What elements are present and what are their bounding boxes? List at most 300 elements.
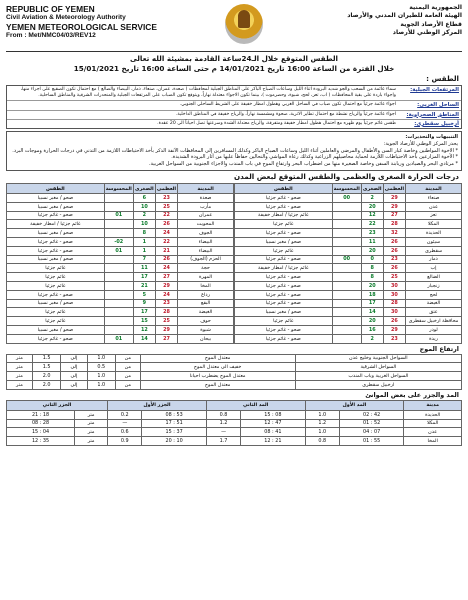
- temps-city: صنعاء: [406, 194, 462, 203]
- header-english: [6, 4, 176, 40]
- temps-city: لودر: [406, 325, 462, 334]
- temps-min: 16: [361, 325, 383, 334]
- table-row: [7, 372, 462, 381]
- tide-time: 04 : 07: [339, 428, 403, 437]
- temps-weather: صحو / مغبر نسبيا: [7, 194, 105, 203]
- temps-city: الضالع: [406, 273, 462, 282]
- tide-port: المخا: [404, 437, 462, 446]
- temps-max: 23: [383, 334, 405, 343]
- table-row: [7, 325, 234, 334]
- table-row: [235, 273, 462, 282]
- temps-max: 24: [155, 264, 177, 273]
- table-row: [7, 281, 234, 290]
- table-row: [7, 419, 462, 428]
- temps-city: بيحان: [178, 334, 234, 343]
- wave-state: خفيف الى معتدل الموج: [140, 363, 295, 372]
- temps-weather: صحو - غائم جزئيا: [7, 290, 105, 299]
- temps-weather: صحو / مغبر نسبيا: [235, 308, 333, 317]
- temps-col-header: الصغرى: [135, 185, 154, 192]
- temps-max: 25: [155, 202, 177, 211]
- table-row: [7, 237, 234, 246]
- temps-feels: 00: [332, 255, 361, 264]
- temps-max: 27: [155, 273, 177, 282]
- waves-heading: ارتفاع الموج: [419, 344, 459, 353]
- wave-from-label: من: [115, 363, 140, 372]
- table-row: [235, 220, 462, 229]
- header: [6, 4, 462, 50]
- temps-feels: [104, 299, 133, 308]
- temps-min: 2: [133, 211, 155, 220]
- wave-to: 2.0: [32, 372, 60, 381]
- temps-city: الجوف: [178, 229, 234, 238]
- temps-max: 21: [155, 246, 177, 255]
- weather-heading: الطقس :: [426, 74, 459, 83]
- table-row: [235, 334, 462, 343]
- weather-region-label: المرتفعات الجبلية:: [410, 87, 459, 93]
- temps-weather: غائم جزئيا / امطار خفيفة: [7, 220, 105, 229]
- temps-table-left: [6, 183, 234, 344]
- temps-heading: درجات الحرارة الصغرى والعظمى والطقس المتوقع لبعض المدن: [233, 172, 459, 181]
- temps-weather: صحو - غائم جزئيا: [7, 334, 105, 343]
- temps-min: 1: [133, 237, 155, 246]
- temps-col-header: المدينة: [178, 184, 234, 194]
- wave-to: 2.0: [32, 380, 60, 389]
- wave-from: 1.0: [87, 372, 115, 381]
- weather-region-text: سماء غائمة من السحب والجو شديد البرودة اثناء الليل وساعات الصباح الباكر على المناطق الجبلية لمحافظات ( صعدة، عمران، صنعاء، ذمار، البيضاء والضالع ) مع احتمال تكون الصقيع على اجزاء منها، واجواء باردة على بقية المحافظات ( اب، تعز، لحج، شبوة، وحضرموت )، بينما تكون الاجواء معتدلة نهاراً، ويتوقع تكون الضباب على المرتفعات الجبلية والمنحدرات الشرقية والمناطق الساحلية.: [20, 87, 396, 99]
- wave-region: ارخبيل سقطرى: [295, 380, 461, 389]
- temps-min: 1: [133, 246, 155, 255]
- tide-time: 02 : 42: [339, 410, 403, 419]
- temps-city: عمران: [178, 211, 234, 220]
- tides-col-header: المد الثاني: [206, 400, 305, 410]
- temps-city: ذمار: [406, 255, 462, 264]
- temps-min: 11: [361, 237, 383, 246]
- temps-city: عتق: [406, 308, 462, 317]
- temps-city: حجة: [178, 264, 234, 273]
- temps-city: الحديدة: [406, 229, 462, 238]
- temps-feels: 00: [332, 194, 361, 203]
- temps-col-header: الصغرى: [362, 185, 382, 192]
- table-row: [7, 410, 462, 419]
- temps-weather: صحو / مغبر نسبيا: [7, 229, 105, 238]
- header-ar-line: الجمهورية اليمنية: [409, 4, 462, 11]
- temps-city: لحج: [406, 290, 462, 299]
- tide-time: 17 : 51: [142, 419, 206, 428]
- warning-line: * مرتادي البحر والصيادين وربابنة السفن وخاصة الصغيرة منها من اضطراب البحر وارتفاع الموج في باب المندب والاجزاء الجنوبية من السواحل الغربية.: [148, 161, 458, 168]
- temps-city: الغيضة: [178, 308, 234, 317]
- temps-max: 28: [155, 308, 177, 317]
- temps-weather: صحو - غائم جزئيا: [235, 255, 333, 264]
- temps-min: 5: [133, 290, 155, 299]
- tide-height: 0.9: [108, 437, 142, 446]
- temps-col-header: المحسوسة: [333, 185, 360, 192]
- temps-min: 8: [361, 264, 383, 273]
- header-en-line: Civil Aviation & Meteorology Authority: [6, 14, 126, 21]
- temps-feels: [332, 220, 361, 229]
- temps-min: 8: [133, 229, 155, 238]
- tide-height: 0.8: [305, 437, 339, 446]
- temps-min: 20: [361, 202, 383, 211]
- weather-region-text: طقس غائم جزئياً يوم ظهره مع احتمال هطول امطار خفيفة ومتفرقة، والرياح معتدلة الشدة وسرعتها تصل احياناً الى 20 عقدة.: [157, 120, 396, 126]
- temps-max: 25: [383, 273, 405, 282]
- temps-weather: صحو / مغبر نسبيا: [235, 237, 333, 246]
- temps-col-header: العظمى: [384, 185, 404, 192]
- table-row: [235, 290, 462, 299]
- warning-line: * الأخوة المزارعين بأخذ الاحتياطات اللازمة لحماية محاصيلهم الزراعية وكذلك رعاة المواشي والنحالين حفاظاً عليها من أثار البرودة الشديدة.: [171, 154, 458, 161]
- table-row: [7, 334, 234, 343]
- temps-min: 14: [133, 334, 155, 343]
- temps-city: مأرب: [178, 202, 234, 211]
- table-row: [7, 229, 234, 238]
- temps-feels: [332, 317, 361, 326]
- weather-row: [7, 110, 461, 119]
- table-row: [235, 237, 462, 246]
- wave-region: السواحل الجنوبية وخليج عدن: [295, 354, 461, 363]
- weather-row: [7, 100, 461, 109]
- wave-from: 0.5: [87, 363, 115, 372]
- temps-min: 14: [361, 308, 383, 317]
- table-row: [7, 428, 462, 437]
- yemen-eagle-logo-icon: [225, 4, 263, 44]
- temps-city: المخا: [178, 281, 234, 290]
- temps-weather: صحو - غائم جزئيا: [235, 290, 333, 299]
- temps-max: 30: [383, 308, 405, 317]
- tide-unit: متر: [75, 437, 108, 446]
- temps-min: 15: [133, 317, 155, 326]
- temps-feels: [332, 290, 361, 299]
- temps-feels: 01: [104, 246, 133, 255]
- tide-height: —: [206, 428, 240, 437]
- wave-to-label: إلى: [61, 354, 87, 363]
- tide-unit: متر: [75, 410, 108, 419]
- tide-time: 08 : 41: [241, 428, 305, 437]
- temps-weather: صحو - غائم جزئيا: [235, 299, 333, 308]
- temps-max: 26: [155, 220, 177, 229]
- wave-to: 1.5: [32, 354, 60, 363]
- temps-weather: غائم جزئيا: [235, 220, 333, 229]
- temps-feels: [332, 211, 361, 220]
- temps-weather: صحو - غائم جزئيا: [7, 246, 105, 255]
- temps-feels: [104, 281, 133, 290]
- temps-city: سقطرى: [406, 246, 462, 255]
- temps-feels: [104, 264, 133, 273]
- wave-state: معتدل الموج: [140, 380, 295, 389]
- table-row: [7, 317, 234, 326]
- temps-feels: [332, 299, 361, 308]
- weather-region-label: أرخبيل سقطرى:: [414, 120, 459, 127]
- temps-feels: [104, 308, 133, 317]
- temps-table-right: [234, 183, 462, 344]
- temps-feels: [104, 255, 133, 264]
- temps-city: رداع: [178, 290, 234, 299]
- temps-max: 26: [383, 246, 405, 255]
- wave-state: معتدل الموج يضطرب احيانا: [140, 372, 295, 381]
- temps-city: صعدة: [178, 194, 234, 203]
- temps-max: 23: [155, 194, 177, 203]
- wave-unit: متر: [7, 354, 33, 363]
- temps-city: حوف: [178, 317, 234, 326]
- temps-feels: [332, 264, 361, 273]
- temps-max: 26: [383, 237, 405, 246]
- wave-to-label: إلى: [61, 372, 87, 381]
- tides-col-header: مدينة: [404, 400, 462, 410]
- tide-time: 15 : 37: [142, 428, 206, 437]
- tide-port: عدن: [404, 428, 462, 437]
- temps-min: 22: [361, 220, 383, 229]
- tide-height: 0.8: [206, 410, 240, 419]
- temps-weather: صحو - غائم جزئيا: [235, 325, 333, 334]
- tides-col-header: الجزر الأول: [108, 400, 207, 410]
- wave-to: 1.5: [32, 363, 60, 372]
- temps-city: المكلا: [406, 220, 462, 229]
- temps-weather: صحو - غائم جزئيا: [235, 281, 333, 290]
- tide-port: المكلا: [404, 419, 462, 428]
- temps-max: 23: [383, 255, 405, 264]
- temps-feels: 01: [104, 334, 133, 343]
- temps-min: 10: [133, 202, 155, 211]
- wave-from: 1.0: [87, 354, 115, 363]
- temps-weather: صحو / مغبر نسبيا: [7, 202, 105, 211]
- temps-feels: [332, 334, 361, 343]
- wave-unit: متر: [7, 363, 33, 372]
- tide-height: —: [108, 419, 142, 428]
- table-row: [235, 202, 462, 211]
- temps-city: زنجبار: [406, 281, 462, 290]
- temps-city: محافظة ارخبيل سقطرى: [406, 317, 462, 326]
- tide-time: 12 : 47: [241, 419, 305, 428]
- temps-city: عدن: [406, 202, 462, 211]
- temps-city: تعز: [406, 211, 462, 220]
- temps-min: 2: [361, 334, 383, 343]
- temps-col-header: الطقس: [7, 184, 105, 194]
- temps-feels: [104, 325, 133, 334]
- waves-table: [6, 354, 462, 390]
- temps-weather: غائم جزئيا / امطار خفيفة: [235, 264, 333, 273]
- weather-row: [7, 86, 461, 100]
- table-row: [7, 354, 462, 363]
- wave-state: معتدل الموج: [140, 354, 295, 363]
- temps-max: 30: [383, 281, 405, 290]
- temps-min: 17: [133, 273, 155, 282]
- tide-height: 0.2: [108, 410, 142, 419]
- tide-time: 01 : 52: [339, 419, 403, 428]
- temps-city: البيضاء: [178, 237, 234, 246]
- tide-port: الحديدة: [404, 410, 462, 419]
- temps-max: 29: [383, 202, 405, 211]
- temps-feels: [104, 317, 133, 326]
- wave-from: 1.0: [87, 380, 115, 389]
- warning-line: يحذر المركز الوطني للأرصاد الجوية:: [383, 140, 458, 147]
- temps-min: 10: [133, 220, 155, 229]
- temps-max: 29: [155, 281, 177, 290]
- table-row: [7, 437, 462, 446]
- weather-region-label: الساحل الغربي:: [417, 102, 459, 109]
- header-ar-line: قطاع الأرصاد الجوية: [400, 20, 462, 28]
- temps-min: 20: [361, 317, 383, 326]
- wave-from-label: من: [115, 372, 140, 381]
- table-row: [235, 325, 462, 334]
- temps-min: 21: [133, 281, 155, 290]
- tides-col-header: الجزر الثاني: [7, 400, 108, 410]
- temps-header-row: [235, 184, 462, 194]
- temps-weather: صحو - غائم جزئيا: [7, 237, 105, 246]
- tide-height: 1.0: [305, 428, 339, 437]
- temps-feels: [332, 325, 361, 334]
- temps-max: 26: [155, 255, 177, 264]
- table-row: [235, 211, 462, 220]
- temps-weather: غائم جزئيا: [7, 281, 105, 290]
- tide-height: 1.0: [305, 410, 339, 419]
- temps-city: إب: [406, 264, 462, 273]
- table-row: [235, 299, 462, 308]
- tide-time: 12 : 21: [241, 437, 305, 446]
- tide-height: 1.2: [206, 419, 240, 428]
- temps-feels: [104, 220, 133, 229]
- table-row: [235, 264, 462, 273]
- header-arabic: [312, 4, 462, 38]
- tide-time: 01 : 55: [339, 437, 403, 446]
- tide-time: 15 : 08: [241, 410, 305, 419]
- table-row: [235, 246, 462, 255]
- wave-from-label: من: [115, 380, 140, 389]
- temps-weather: غائم جزئيا: [7, 273, 105, 282]
- temps-weather: صحو - غائم جزئيا: [7, 211, 105, 220]
- tide-time: 20 : 10: [142, 437, 206, 446]
- table-row: [7, 299, 234, 308]
- tide-height: 1.2: [305, 419, 339, 428]
- wave-region: السواحل الشرقية: [295, 363, 461, 372]
- temps-city: الغيضة: [406, 299, 462, 308]
- temps-city: المهرة: [178, 273, 234, 282]
- temps-feels: 01: [104, 211, 133, 220]
- temps-weather: صحو / مغبر نسبيا: [7, 255, 105, 264]
- temps-min: 17: [133, 308, 155, 317]
- wave-unit: متر: [7, 380, 33, 389]
- temps-col-header: الطقس: [235, 184, 333, 194]
- temps-min: 0: [361, 255, 383, 264]
- tide-unit: متر: [75, 419, 108, 428]
- temps-city: ريدة: [406, 334, 462, 343]
- temps-feels: [332, 237, 361, 246]
- temps-col-header: المحسوسة: [105, 185, 132, 192]
- header-en-line: REPUBLIC OF YEMEN: [6, 4, 95, 14]
- temps-min: 12: [361, 211, 383, 220]
- temps-max: 30: [383, 290, 405, 299]
- temps-max: 28: [383, 299, 405, 308]
- temps-weather: غائم جزئيا / امطار خفيفة: [235, 211, 333, 220]
- temps-min: 20: [361, 246, 383, 255]
- temps-max: 27: [155, 334, 177, 343]
- wave-from-label: من: [115, 354, 140, 363]
- tide-height: 1.7: [206, 437, 240, 446]
- temps-feels: [332, 246, 361, 255]
- weather-box: [6, 85, 462, 129]
- temps-max: 26: [383, 264, 405, 273]
- tide-time: 15 : 04: [7, 428, 75, 437]
- temps-col-header: المدينة: [406, 184, 462, 194]
- temps-max: 22: [155, 237, 177, 246]
- temps-max: 27: [383, 211, 405, 220]
- temps-weather: صحو / مغبر نسبيا: [7, 325, 105, 334]
- temps-min: 20: [361, 281, 383, 290]
- temps-max: 23: [155, 299, 177, 308]
- temps-weather: غائم جزئيا: [7, 264, 105, 273]
- warnings-heading: التنبيهات والتحذيرات:: [405, 134, 458, 141]
- temps-feels: [104, 273, 133, 282]
- tide-time: 08 : 28: [7, 419, 75, 428]
- temps-max: 25: [155, 317, 177, 326]
- title-line: الطقس المتوقع خلال الـ24ساعة القادمة بمشيئة الله تعالى: [129, 54, 339, 63]
- tide-height: 0.6: [108, 428, 142, 437]
- temps-min: 18: [361, 290, 383, 299]
- wave-to-label: إلى: [61, 380, 87, 389]
- tide-time: 08 : 53: [142, 410, 206, 419]
- table-row: [7, 363, 462, 372]
- temps-tables: [6, 183, 462, 344]
- temps-city: المحويت: [178, 220, 234, 229]
- wave-to-label: إلى: [61, 363, 87, 372]
- temps-weather: غائم جزئيا: [235, 246, 333, 255]
- title-period: خلال الفترة من الساعة 16:00 تاريخ 14/01/2021 م حتى الساعة 16:00 تاريخ 15/01/2021: [73, 63, 395, 73]
- header-divider: [6, 51, 462, 52]
- temps-weather: غائم جزئيا: [7, 317, 105, 326]
- table-row: [235, 194, 462, 203]
- temps-weather: صحو / مغبر نسبيا: [7, 299, 105, 308]
- header-en-line: From : Met/NMC04/03/REV12: [6, 32, 96, 39]
- temps-feels: [332, 281, 361, 290]
- table-row: [235, 255, 462, 264]
- temps-weather: صحو - غائم جزئيا: [235, 334, 333, 343]
- temps-max: 24: [155, 229, 177, 238]
- temps-min: 7: [133, 255, 155, 264]
- warning-line: * الاخوة المواطنين وخاصة كبار السن والأطفال والمرضى والعاملين أثناء الليل وساعات الصباح الباكر وكذلك المسافرين إلى المحافظات الآنفة الذكر بأخذ الاحتياطات اللازمة من التدني في درجات الحرارة وموجات البرد.: [12, 147, 458, 154]
- header-en-line: YEMEN METEOROLOGICAL SERVICE: [6, 22, 157, 32]
- header-ar-line: المركز الوطني للأرصاد: [392, 29, 462, 37]
- temps-feels: [104, 202, 133, 211]
- table-row: [7, 290, 234, 299]
- temps-city: شبوة: [178, 325, 234, 334]
- table-row: [7, 246, 234, 255]
- temps-min: 23: [361, 229, 383, 238]
- temps-weather: صحو - غائم جزئيا: [235, 229, 333, 238]
- tides-table: [6, 400, 462, 446]
- temps-max: 24: [155, 290, 177, 299]
- table-row: [7, 380, 462, 389]
- table-row: [7, 308, 234, 317]
- temps-feels: [332, 229, 361, 238]
- table-row: [235, 308, 462, 317]
- temps-min: 2: [361, 194, 383, 203]
- temps-col-header: العظمى: [156, 185, 177, 192]
- temps-min: 6: [133, 194, 155, 203]
- temps-weather: صحو - غائم جزئيا: [235, 202, 333, 211]
- table-row: [7, 211, 234, 220]
- weather-region-text: اجواء غائمة جزئياً مع احتمال تكون ضباب في الساحل الغربي وهطول امطار خفيفة على الشريط الساحلي الجنوبي.: [179, 102, 396, 108]
- temps-city: سيئون: [406, 237, 462, 246]
- temps-feels: [104, 194, 133, 203]
- table-row: [7, 264, 234, 273]
- temps-feels: [332, 308, 361, 317]
- temps-max: 28: [383, 220, 405, 229]
- temps-min: 11: [133, 264, 155, 273]
- temps-min: 8: [361, 273, 383, 282]
- table-row: [7, 255, 234, 264]
- header-ar-line: الهيئة العامة للطيران المدني والأرصاد: [347, 12, 462, 20]
- temps-city: البيضاء: [178, 246, 234, 255]
- temps-min: 17: [361, 299, 383, 308]
- temps-city: البقع: [178, 299, 234, 308]
- tide-time: 12 : 35: [7, 437, 75, 446]
